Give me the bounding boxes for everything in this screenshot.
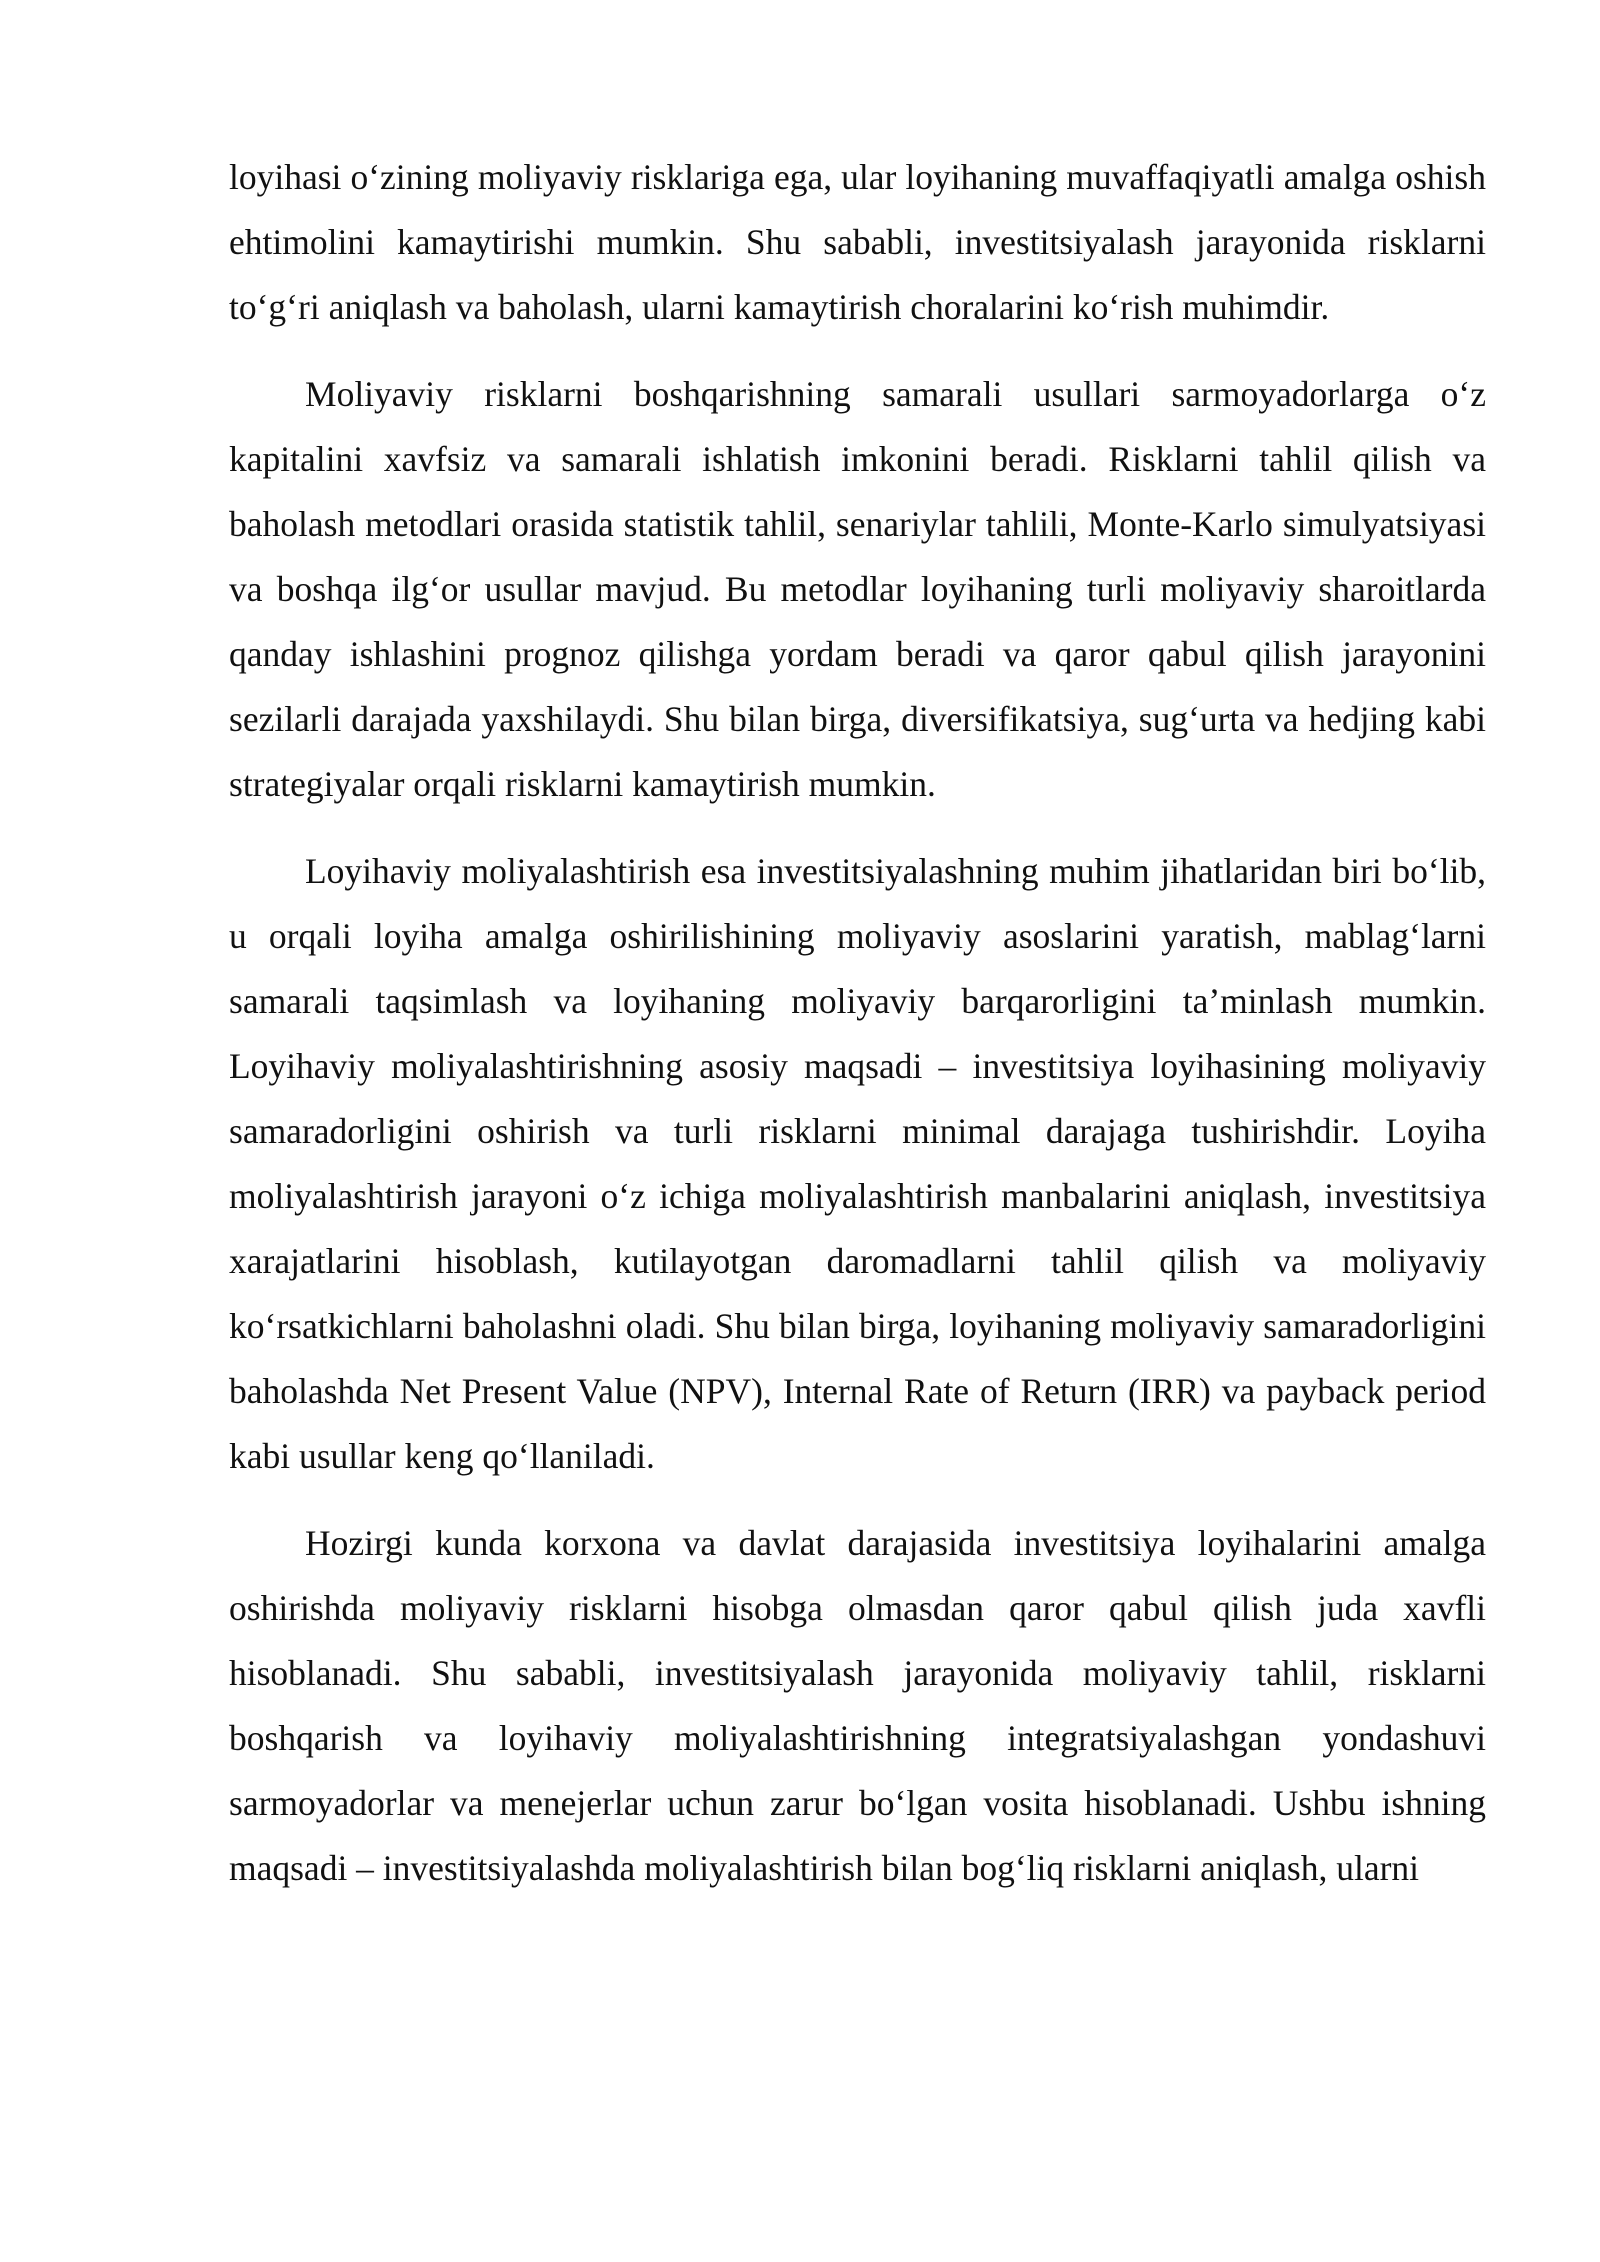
document-body <box>229 145 1486 1923</box>
paragraph-risk-management: Moliyaviy risklarni boshqarishning samarali usullari sarmoyadorlarga o‘z kapitalini xavfsiz va samarali ishlatish imkonini beradi. Risklarni tahlil qilish va baholash metodlari orasida statistik tahlil, senariylar tahlili, Monte-Karlo simulyatsiyasi va boshqa ilg‘or usullar mavjud. Bu metodlar loyihaning turli moliyaviy sharoitlarda qanday ishlashini prognoz qilishga yordam beradi va qaror qabul qilish jarayonini sezilarli darajada yaxshilaydi. Shu bilan birga, diversifikatsiya, sug‘urta va hedjing kabi strategiyalar orqali risklarni kamaytirish mumkin. <box>229 374 1486 804</box>
paragraph-current-situation: Hozirgi kunda korxona va davlat darajasida investitsiya loyihalarini amalga oshirishda moliyaviy risklarni hisobga olmasdan qaror qabul qilish juda xavfli hisoblanadi. Shu sababli, investitsiyalash jarayonida moliyaviy tahlil, risklarni boshqarish va loyihaviy moliyalashtirishning integratsiyalashgan yondashuvi sarmoyadorlar va menejerlar uchun zarur bo‘lgan vosita hisoblanadi. Ushbu ishning maqsadi – investitsiyalashda moliyalashtirish bilan bog‘liq risklarni aniqlash, ularni <box>229 1523 1486 1888</box>
paragraph-continuation: loyihasi o‘zining moliyaviy risklariga ega, ular loyihaning muvaffaqiyatli amalga oshish ehtimolini kamaytirishi mumkin. Shu sababli, investitsiyalash jarayonida risklarni to‘g‘ri aniqlash va baholash, ularni kamaytirish choralarini ko‘rish muhimdir. <box>229 157 1486 327</box>
paragraph-project-financing: Loyihaviy moliyalashtirish esa investitsiyalashning muhim jihatlaridan biri bo‘lib, u orqali loyiha amalga oshirilishining moliyaviy asoslarini yaratish, mablag‘larni samarali taqsimlash va loyihaning moliyaviy barqarorligini ta’minlash mumkin. Loyihaviy moliyalashtirishning asosiy maqsadi – investitsiya loyihasining moliyaviy samaradorligini oshirish va turli risklarni minimal darajaga tushirishdir. Loyiha moliyalashtirish jarayoni o‘z ichiga moliyalashtirish manbalarini aniqlash, investitsiya xarajatlarini hisoblash, kutilayotgan daromadlarni tahlil qilish va moliyaviy ko‘rsatkichlarni baholashni oladi. Shu bilan birga, loyihaning moliyaviy samaradorligini baholashda Net Present Value (NPV), Internal Rate of Return (IRR) va payback period kabi usullar keng qo‘llaniladi. <box>229 851 1486 1476</box>
